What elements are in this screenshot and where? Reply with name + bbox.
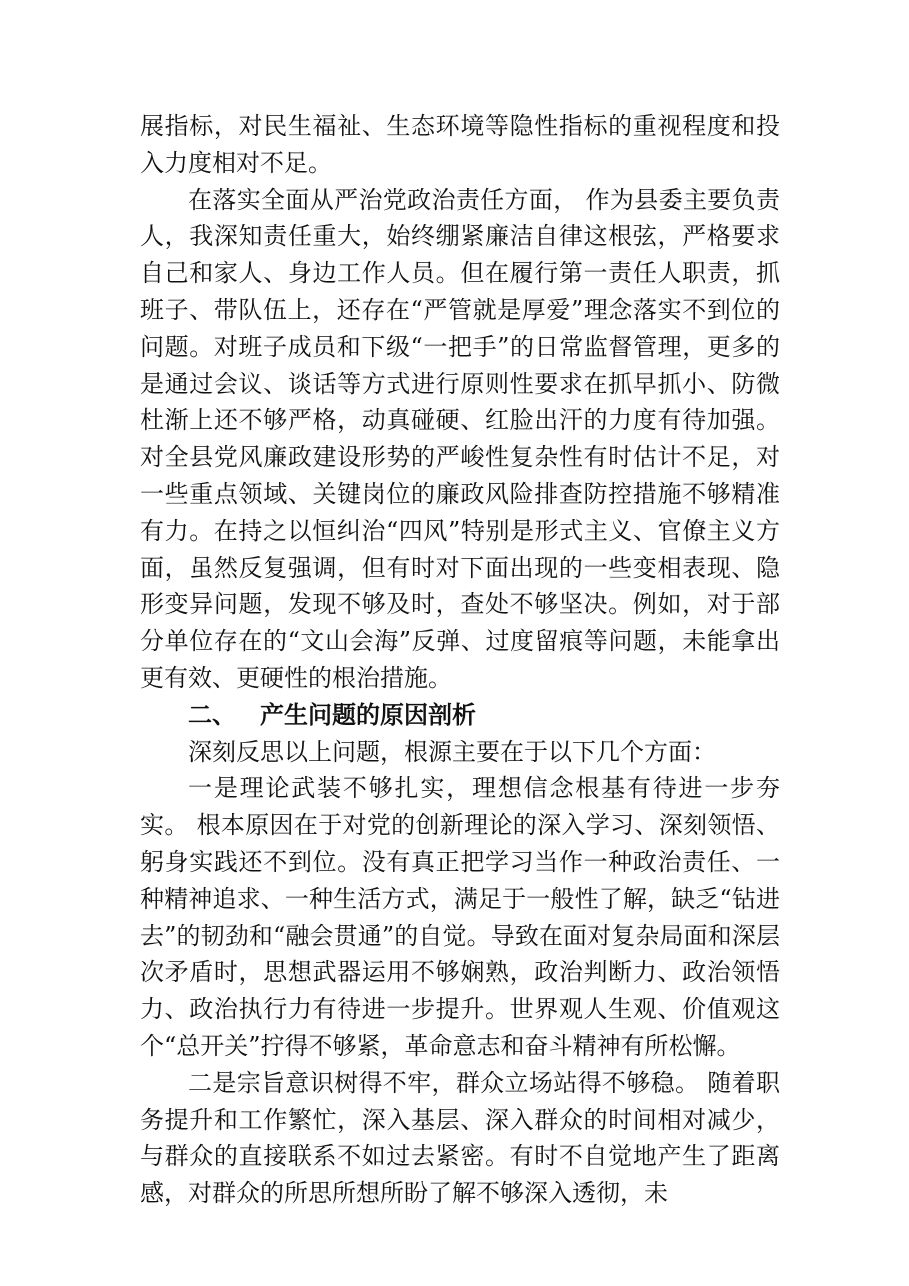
paragraph-cause-theory: 一是理论武装不够扎实，理想信念根基有待进一步夯实。 根本原因在于对党的创新理论的深入学习、深刻领悟、躬身实践还不到位。没有真正把学习当作一种政治责任、一种精神追求、一种生活方式，满足于一般性了解，缺乏“钻进去”的韧劲和“融会贯通”的自觉。导致在面对复杂局面和深层次矛盾时，思想武器运用不够娴熟，政治判断力、政治领悟力、政治执行力有待进一步提升。世界观人生观、价值观这个“总开关”拧得不够紧，革命意志和奋斗精神有所松懈。: [140, 774, 780, 1060]
section-heading-title: 产生问题的原因剖析: [260, 700, 476, 729]
paragraph-cause-purpose: 二是宗旨意识树得不牢，群众立场站得不够稳。 随着职务提升和工作繁忙，深入基层、深入群众的时间相对减少，与群众的直接联系不如过去紧密。有时不自觉地产生了距离感，对群众的所思所想所盼了解不够深入透彻，未: [140, 1068, 780, 1208]
paragraph-continuation: 展指标，对民生福祉、生态环境等隐性指标的重视程度和投入力度相对不足。: [140, 112, 780, 177]
document-body: [140, 108, 780, 1212]
paragraph-intro-causes: 深刻反思以上问题，根源主要在于以下几个方面：: [188, 737, 716, 766]
section-heading-2: [140, 697, 780, 734]
section-heading-number: 二、: [188, 700, 236, 729]
paragraph-party-responsibility: 在落实全面从严治党政治责任方面， 作为县委主要负责人，我深知责任重大，始终绷紧廉洁自律这根弦，严格要求自己和家人、身边工作人员。但在履行第一责任人职责，抓班子、带队伍上，还存在“严管就是厚爱”理念落实不到位的问题。对班子成员和下级“一把手”的日常监督管理，更多的是通过会议、谈话等方式进行原则性要求在抓早抓小、防微杜渐上还不够严格，动真碰硬、红脸出汗的力度有待加强。对全县党风廉政建设形势的严峻性复杂性有时估计不足，对一些重点领域、关键岗位的廉政风险排查防控措施不够精准有力。在持之以恒纠治“四风”特别是形式主义、官僚主义方面，虽然反复强调，但有时对下面出现的一些变相表现、隐形变异问题，发现不够及时，查处不够坚决。例如，对于部分单位存在的“文山会海”反弹、过度留痕等问题，未能拿出更有效、更硬性的根治措施。: [140, 185, 780, 692]
